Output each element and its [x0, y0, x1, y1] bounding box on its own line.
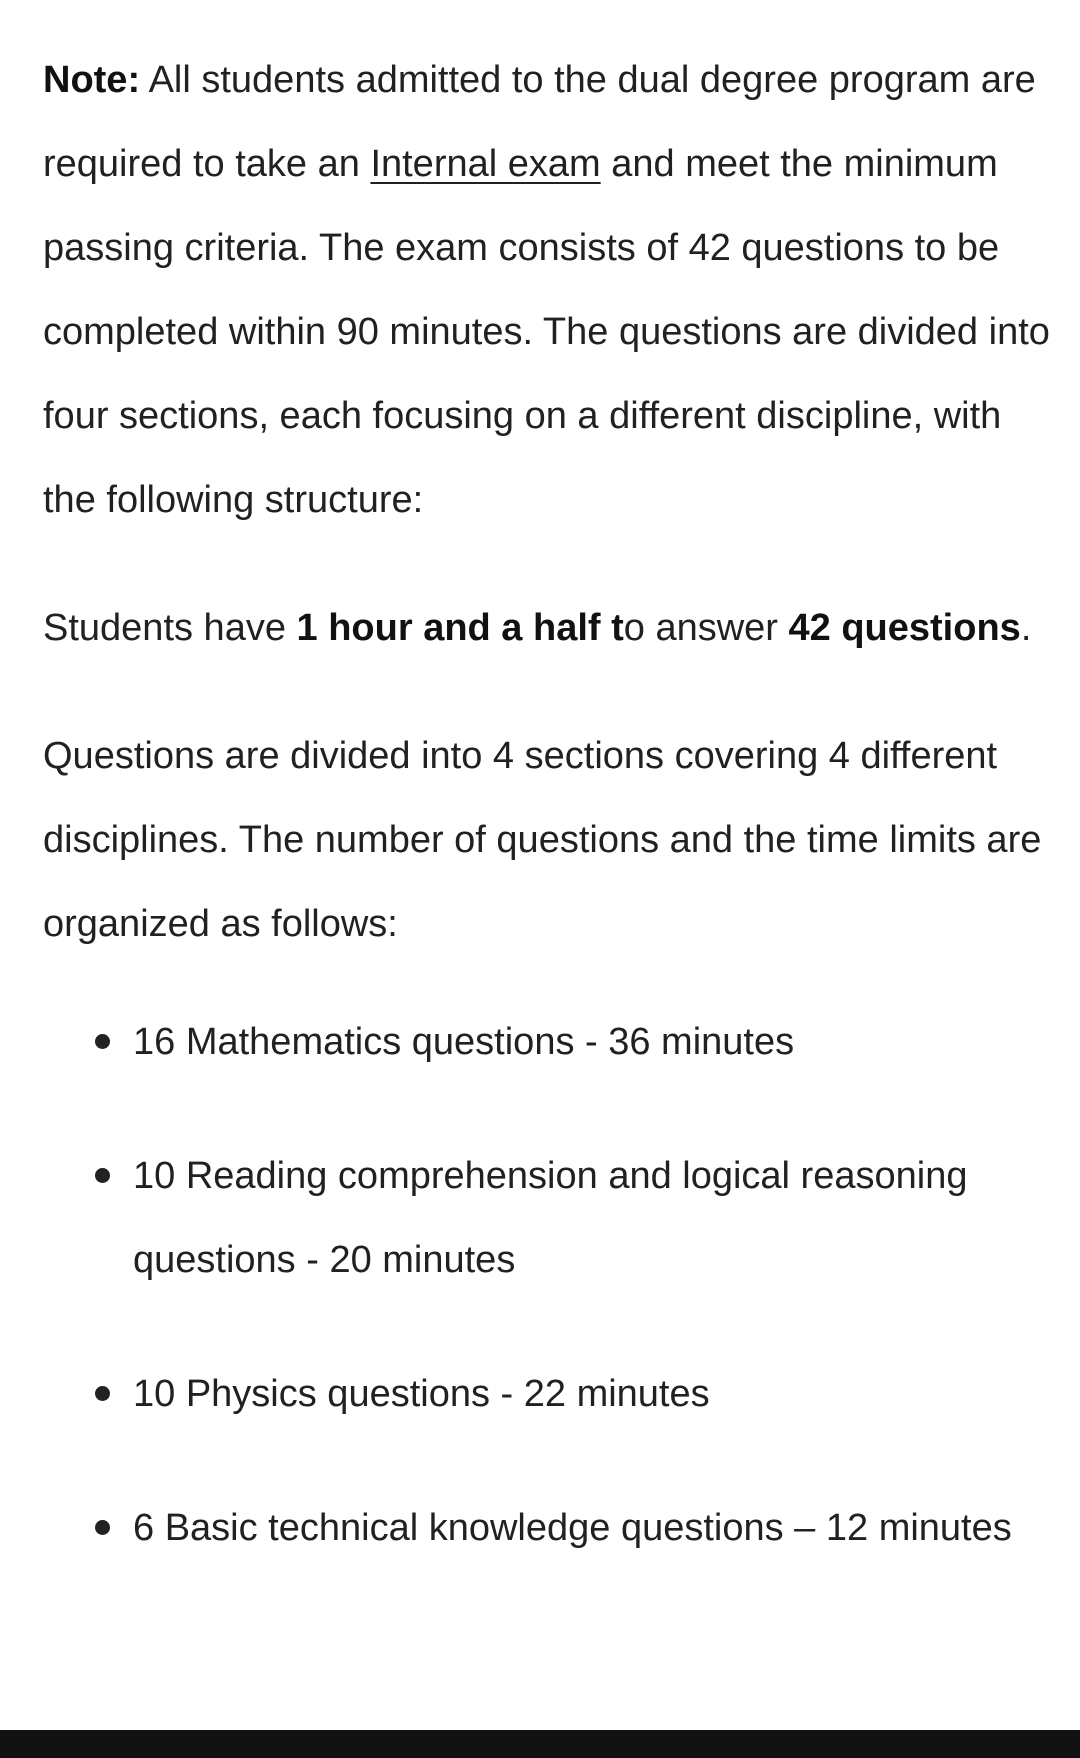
internal-exam-link[interactable]: Internal exam	[370, 143, 601, 185]
time-middle: o answer	[623, 607, 789, 649]
time-duration: 1 hour and a half t	[296, 607, 624, 649]
bullet-icon	[95, 1386, 110, 1401]
bottom-bar	[0, 1730, 1080, 1758]
bullet-icon	[95, 1168, 110, 1183]
sections-intro-paragraph: Questions are divided into 4 sections covering 4 different disciplines. The number of questions and the time limits are organized as follows:	[43, 735, 1042, 945]
list-item	[43, 1352, 1053, 1436]
list-item	[43, 1134, 1053, 1302]
section-text: 6 Basic technical knowledge questions – 12 minutes	[133, 1507, 1012, 1549]
time-paragraph	[43, 586, 1053, 670]
list-item	[43, 1486, 1053, 1570]
section-text: 10 Physics questions - 22 minutes	[133, 1373, 710, 1415]
time-suffix: .	[1020, 607, 1032, 649]
sections-list	[43, 1000, 1053, 1570]
note-label: Note:	[43, 59, 141, 101]
time-prefix: Students have	[43, 607, 297, 649]
section-text: 10 Reading comprehension and logical reasoning questions - 20 minutes	[133, 1155, 968, 1281]
bullet-icon	[95, 1034, 110, 1049]
note-text-start: All students admitted to the dual degree program are required to take an	[43, 59, 1036, 185]
note-paragraph	[43, 38, 1053, 542]
list-item	[43, 1000, 1053, 1084]
bullet-icon	[95, 1520, 110, 1535]
time-question-count: 42 questions	[788, 607, 1021, 649]
note-text-end: and meet the minimum passing criteria. The exam consists of 42 questions to be completed within 90 minutes. The questions are divided into four sections, each focusing on a different discipline, with the following structure:	[43, 143, 1050, 521]
section-text: 16 Mathematics questions - 36 minutes	[133, 1021, 795, 1063]
article-body	[43, 38, 1053, 1620]
